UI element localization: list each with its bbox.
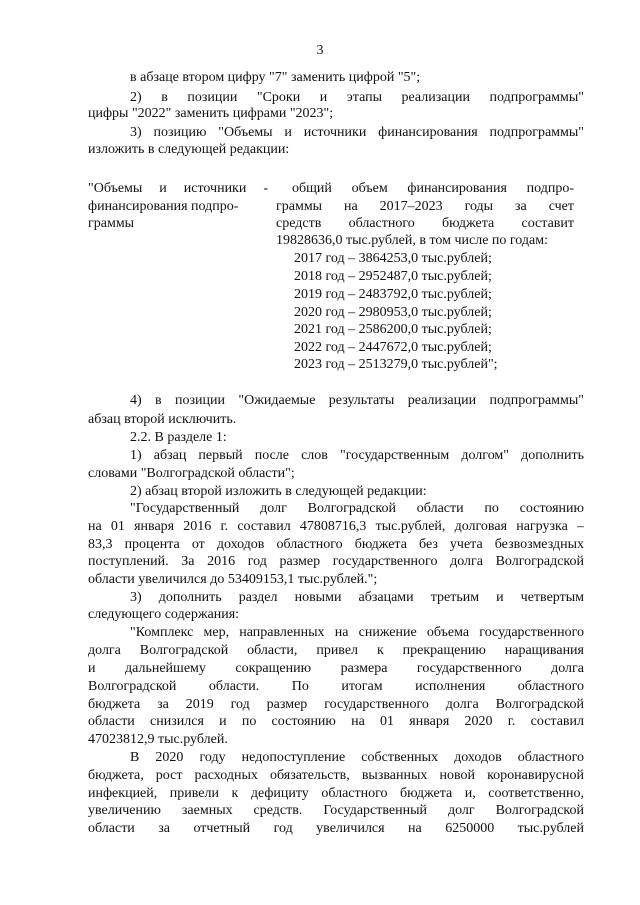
body-line: инфекцией, привели к дефициту областного бюджета и, соответственно,	[88, 786, 584, 801]
table-year-line: 2018 год – 2952487,0 тыс.рублей;	[294, 269, 492, 284]
body-line: бюджета, рост расходных обязательств, вызванных новой коронавирусной	[88, 768, 584, 783]
body-line: области за отчетный год увеличился на 6250000 тыс.рублей	[88, 821, 584, 836]
table-right-line: граммы на 2017–2023 годы за счет	[276, 199, 574, 214]
body-line: 83,3 процента от доходов областного бюджета без учета безвозмездных	[88, 537, 584, 552]
table-left-line: "Объемы и источники -	[88, 181, 268, 196]
body-line: области увеличился до 53409153,1 тыс.рублей.";	[88, 572, 378, 587]
table-right-line: средств областного бюджета составит	[276, 216, 574, 231]
body-line: 1) абзац первый после слов "государственным долгом" дополнить	[130, 448, 584, 463]
body-line: увеличению заемных средств. Государственный долг Волгоградской	[88, 803, 584, 818]
body-line: 2.2. В разделе 1:	[130, 430, 227, 445]
body-line: абзац второй исключить.	[88, 412, 237, 427]
body-line: области снизился и по состоянию на 01 января 2020 г. составил	[88, 714, 584, 729]
table-year-line: 2020 год – 2980953,0 тыс.рублей;	[294, 305, 492, 320]
body-line: "Государственный долг Волгоградской области по состоянию	[130, 501, 584, 516]
intro-line: цифры "2022" заменить цифрами "2023";	[88, 106, 334, 121]
table-right-line: общий объем финансирования подпро-	[292, 181, 574, 196]
table-year-line: 2023 год – 2513279,0 тыс.рублей";	[294, 357, 498, 372]
body-line: В 2020 году недопоступление собственных доходов областного	[130, 750, 584, 765]
page-number: 3	[316, 43, 324, 58]
body-line: "Комплекс мер, направленных на снижение объема государственного	[130, 625, 584, 640]
body-line: бюджета за 2019 год размер государственного долга Волгоградской	[88, 697, 584, 712]
intro-line: в абзаце втором цифру "7" заменить цифрой "5";	[130, 70, 421, 85]
table-left-line: граммы	[88, 216, 135, 231]
body-line: долга Волгоградской области, привел к прекращению наращивания	[88, 643, 584, 658]
table-right-line: 19828636,0 тыс.рублей, в том числе по годам:	[276, 233, 548, 248]
body-line: следующего содержания:	[88, 607, 240, 622]
body-line: Волгоградской области. По итогам исполнения областного	[88, 679, 584, 694]
body-line: поступлений. За 2016 год размер государственного долга Волгоградской	[88, 554, 584, 569]
intro-line: 2) в позиции "Сроки и этапы реализации подпрограммы"	[130, 90, 584, 105]
body-line: 2) абзац второй изложить в следующей редакции:	[130, 484, 427, 499]
table-left-line: финансирования подпро-	[88, 199, 239, 214]
body-line: 3) дополнить раздел новыми абзацами третьим и четвертым	[130, 590, 584, 605]
table-year-line: 2022 год – 2447672,0 тыс.рублей;	[294, 340, 492, 355]
body-line: словами "Волгоградской области";	[88, 466, 295, 481]
table-year-line: 2019 год – 2483792,0 тыс.рублей;	[294, 287, 492, 302]
body-line: на 01 января 2016 г. составил 47808716,3 тыс.рублей, долговая нагрузка –	[88, 519, 584, 534]
table-year-line: 2021 год – 2586200,0 тыс.рублей;	[294, 322, 492, 337]
body-line: 4) в позиции "Ожидаемые результаты реализации подпрограммы"	[130, 393, 584, 408]
body-line: и дальнейшему сокращению размера государственного долга	[88, 661, 584, 676]
body-line: 47023812,9 тыс.рублей.	[88, 732, 228, 747]
table-year-line: 2017 год – 3864253,0 тыс.рублей;	[294, 251, 492, 266]
intro-line: 3) позицию "Объемы и источники финансирования подпрограммы"	[130, 125, 584, 140]
intro-line: изложить в следующей редакции:	[88, 142, 290, 157]
